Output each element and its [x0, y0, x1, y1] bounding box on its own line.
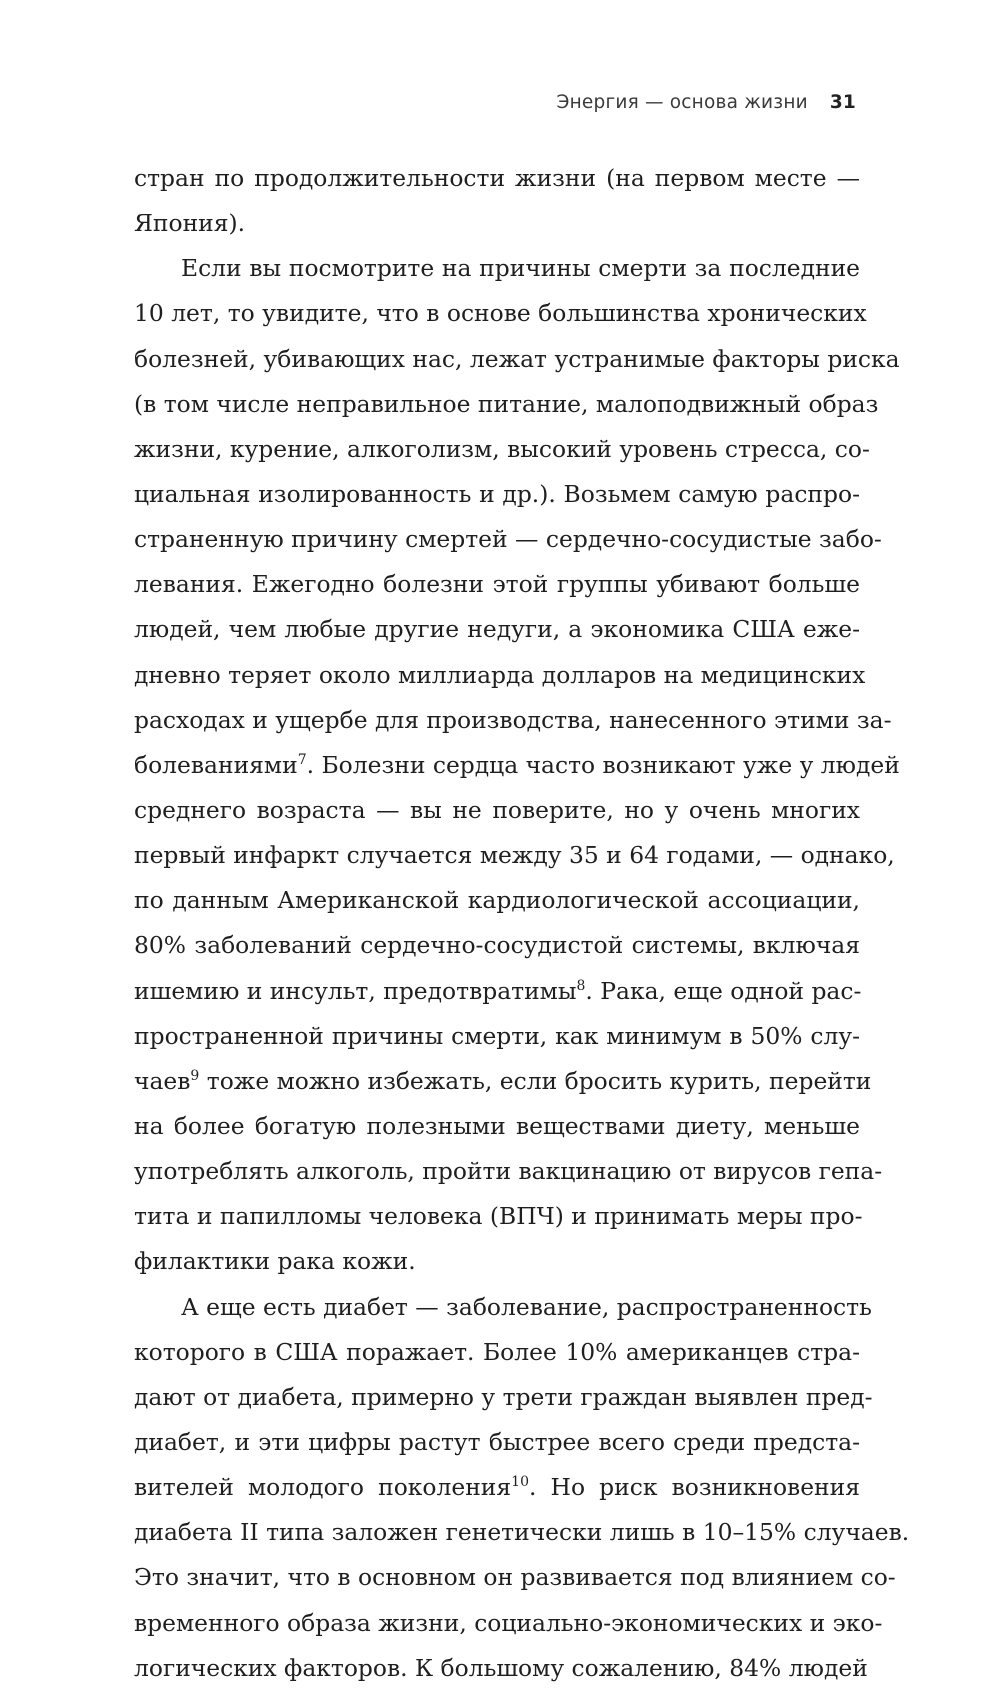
- footnote-ref: 8: [576, 977, 586, 994]
- text-segment: пространенной причины смерти, как минимум в 50% слу-: [134, 1021, 860, 1050]
- text-line: [134, 562, 860, 607]
- text-segment: временного образа жизни, социально-экономических и эко-: [134, 1608, 883, 1637]
- text-line: [134, 1014, 860, 1059]
- text-segment: по данным Американской кардиологической ассоциации,: [134, 886, 860, 915]
- text-segment: болеваниями: [134, 750, 298, 779]
- page-number: 31: [829, 92, 856, 113]
- text-line: [134, 201, 860, 246]
- text-line: [134, 156, 860, 201]
- text-line: [134, 969, 860, 1014]
- text-line: [134, 382, 879, 427]
- text-segment: диабет, и эти цифры растут быстрее всего среди предста-: [134, 1427, 860, 1456]
- text-line: [134, 517, 882, 562]
- text-line: [134, 1239, 860, 1284]
- text-segment: вителей молодого поколения: [134, 1473, 512, 1502]
- text-segment: которого в США поражает. Более 10% американцев стра-: [134, 1337, 860, 1366]
- text-line: [134, 1194, 863, 1239]
- text-line: [134, 337, 900, 382]
- text-line: [134, 923, 860, 968]
- text-segment: филактики рака кожи.: [134, 1247, 416, 1276]
- text-segment: Если вы посмотрите на причины смерти за последние: [181, 254, 860, 283]
- text-line: [134, 291, 867, 336]
- text-line: [134, 1601, 883, 1646]
- text-line: [134, 653, 866, 698]
- text-line: [134, 1375, 873, 1420]
- footnote-ref: 10: [511, 1474, 529, 1491]
- text-segment: . Рака, еще одной рас-: [585, 976, 862, 1005]
- text-segment: чаев: [134, 1066, 191, 1095]
- text-segment: дают от диабета, примерно у трети граждан выявлен пред-: [134, 1382, 873, 1411]
- text-line: [134, 1465, 860, 1510]
- text-line: [134, 698, 892, 743]
- text-segment: болезней, убивающих нас, лежат устранимые факторы риска: [134, 344, 900, 373]
- text-segment: Япония).: [134, 209, 246, 238]
- text-segment: А еще есть диабет — заболевание, распространенность: [181, 1292, 872, 1321]
- text-segment: среднего возраста — вы не поверите, но у очень многих: [134, 795, 860, 824]
- text-segment: тоже можно избежать, если бросить курить, перейти: [199, 1066, 872, 1095]
- text-line: [134, 607, 860, 652]
- body-text: [134, 156, 910, 1691]
- text-segment: Это значит, что в основном он развивается под влиянием со-: [134, 1563, 896, 1592]
- text-line: [134, 878, 860, 923]
- text-segment: циальная изолированность и др.). Возьмем самую распро-: [134, 479, 860, 508]
- text-line: [134, 1330, 860, 1375]
- footnote-ref: 9: [190, 1067, 200, 1084]
- text-segment: жизни, курение, алкоголизм, высокий уровень стресса, со-: [134, 434, 870, 463]
- text-segment: диабета II типа заложен генетически лишь в 10–15% случаев.: [134, 1518, 910, 1547]
- text-segment: ишемию и инсульт, предотвратимы: [134, 976, 577, 1005]
- text-segment: на более богатую полезными веществами диету, меньше: [134, 1111, 860, 1140]
- text-line: [134, 1420, 860, 1465]
- text-line: [134, 1149, 883, 1194]
- text-segment: . Но риск возникновения: [528, 1473, 860, 1502]
- running-title: Энергия — основа жизни: [556, 92, 808, 113]
- text-segment: тита и папилломы человека (ВПЧ) и принимать меры про-: [134, 1202, 863, 1231]
- text-segment: . Болезни сердца часто возникают уже у людей: [306, 750, 900, 779]
- text-segment: расходах и ущербе для производства, нанесенного этими за-: [134, 705, 892, 734]
- text-line: [134, 1555, 896, 1600]
- text-line: [134, 1285, 872, 1330]
- text-segment: стран по продолжительности жизни (на первом месте —: [134, 164, 860, 192]
- text-segment: 10 лет, то увидите, что в основе большинства хронических: [134, 299, 867, 328]
- text-line: [134, 833, 895, 878]
- text-line: [134, 472, 860, 517]
- text-segment: (в том числе неправильное питание, малоподвижный образ: [134, 389, 879, 418]
- footnote-ref: 7: [297, 751, 307, 768]
- text-line: [134, 788, 860, 833]
- text-segment: 80% заболеваний сердечно-сосудистой системы, включая: [134, 931, 860, 960]
- text-line: [134, 1646, 868, 1691]
- text-line: [134, 427, 870, 472]
- text-segment: логических факторов. К большому сожалению, 84% людей: [134, 1653, 868, 1682]
- text-line: [134, 1059, 872, 1104]
- text-segment: страненную причину смертей — сердечно-сосудистые забо-: [134, 525, 882, 554]
- text-line: [134, 1510, 910, 1555]
- text-line: [134, 1104, 860, 1149]
- running-header: [557, 92, 857, 113]
- text-segment: первый инфаркт случается между 35 и 64 годами, — однако,: [134, 841, 895, 870]
- text-segment: левания. Ежегодно болезни этой группы убивают больше: [134, 570, 860, 599]
- text-line: [134, 743, 900, 788]
- text-segment: употреблять алкоголь, пройти вакцинацию от вирусов гепа-: [134, 1157, 883, 1186]
- text-segment: людей, чем любые другие недуги, а экономика США еже-: [134, 615, 860, 644]
- text-line: [134, 246, 860, 291]
- text-segment: дневно теряет около миллиарда долларов на медицинских: [134, 660, 866, 689]
